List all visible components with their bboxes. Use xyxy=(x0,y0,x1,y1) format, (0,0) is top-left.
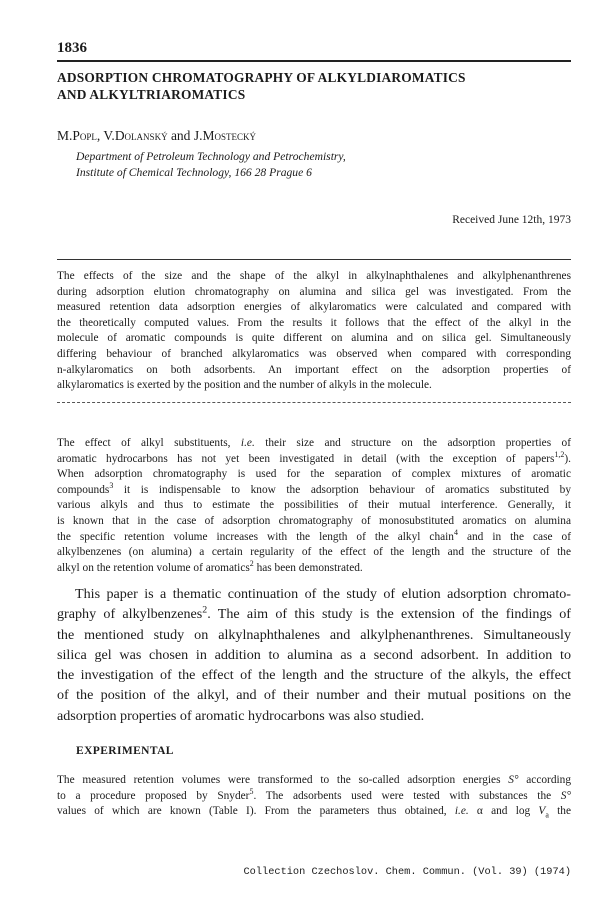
journal-footer: Collection Czechoslov. Chem. Commun. (Vol. 39) (1974) xyxy=(243,866,571,878)
abstract-line: differing behaviour of branched alkylaromatics was observed when compared with corresponding xyxy=(57,347,571,360)
main-line: graphy of alkylbenzenes$^2$. The aim of this study is the extension of the findings of xyxy=(57,604,571,623)
citation-ref: 3 xyxy=(109,481,114,490)
citation-ref: 5 xyxy=(249,786,254,796)
intro-paragraph xyxy=(57,436,571,576)
author-3-surname: Mostecký xyxy=(202,128,256,143)
abstract-line: The effects of the size and the shape of the alkyl in alkylnaphthalenes and alkylphenanthrenes xyxy=(57,270,571,282)
main-line: the mentioned study on alkylnaphthalenes and alkylphenanthrenes. Simultaneously xyxy=(57,626,571,643)
section-heading: EXPERIMENTAL xyxy=(76,745,174,757)
intro-line: The effect of alkyl substituents, i.e. their size and structure on the adsorption properties of xyxy=(57,437,571,449)
header-rule xyxy=(57,60,571,62)
main-line: silica gel was chosen in addition to alumina as a second adsorbent. In addition to xyxy=(57,646,571,663)
author-1-initial: M. xyxy=(57,128,73,143)
author-2-initial: V. xyxy=(103,128,115,143)
experimental-line: to a procedure proposed by Snyder$^5$. The adsorbents used were tested with substances the S° xyxy=(57,786,572,802)
intro-line: various alkyls and thus to estimate the possibilities of their mutual interference. Generally, it xyxy=(57,499,571,512)
main-line: the investigation of the effect of the length and the structure of the alkyls, the effect xyxy=(57,667,571,684)
title-line-2: AND ALKYLTRIAROMATICS xyxy=(57,87,246,102)
affiliation xyxy=(76,149,346,181)
citation-ref: 4 xyxy=(453,527,458,537)
intro-line: alkyl on the retention volume of aromatics$^2$ has been demonstrated. xyxy=(57,558,363,574)
main-line: of the position of the alkyl, and of their number and their mutual positions on the xyxy=(57,687,571,704)
author-2-surname: Dolanský xyxy=(114,128,168,143)
author-list xyxy=(57,128,256,144)
citation-ref: 2 xyxy=(202,604,208,616)
affiliation-line-1: Department of Petroleum Technology and Petrochemistry, xyxy=(76,150,346,163)
abstract-top-rule xyxy=(57,259,571,260)
author-1-surname: Popl xyxy=(72,128,97,143)
experimental-line: values of which are known (Table I). From the parameters thus obtained, i.e. α and $\log V_a$ the xyxy=(57,805,571,820)
intro-line: alkylbenzenes (on alumina) a certain regularity of the effect of the length and the structure of the xyxy=(57,546,571,559)
abstract-line: n-alkylaromatics on both adsorbents. An important effect on the adsorption properties of xyxy=(57,363,571,376)
author-separator-1: , xyxy=(96,128,104,143)
author-separator-2: and xyxy=(167,128,194,143)
abstract-line: alkylaromatics is exerted by the position and the number of alkyls in the molecule. xyxy=(57,379,432,392)
abstract-line: during adsorption elution chromatography on alumina and silica gel was investigated. From the xyxy=(57,285,571,298)
main-line: This paper is a thematic continuation of the study of elution adsorption chromato- xyxy=(75,586,571,602)
experimental-line: The measured retention volumes were transformed to the so-called adsorption energies S° according xyxy=(57,774,571,786)
received-date: Received June 12th, 1973 xyxy=(452,214,571,226)
page-number: 1836 xyxy=(57,40,87,56)
abstract-line: measured retention data adsorption energies of alkylaromatics were calculated and compared with xyxy=(57,301,571,314)
abstract xyxy=(57,269,571,394)
experimental-paragraph xyxy=(57,773,571,820)
intro-line: When adsorption chromatography is used for the separation of complex mixtures of aromatic xyxy=(57,468,571,481)
article-title xyxy=(57,69,571,103)
intro-line: is known that in the case of adsorption chromatography of monosubstituted aromatics on alumina xyxy=(57,514,571,527)
citation-ref: 2 xyxy=(249,558,254,568)
intro-line: aromatic hydrocarbons has not yet been investigated in detail (with the exception of papers$^{1,2}$). xyxy=(57,449,571,465)
abstract-line: molecule of aromatic compounds is quite different on alumina and on silica gel. Simultaneously xyxy=(57,332,571,345)
title-line-1: ADSORPTION CHROMATOGRAPHY OF ALKYLDIAROMATICS xyxy=(57,70,466,85)
abstract-bottom-rule xyxy=(57,402,571,403)
main-paragraph xyxy=(57,584,571,726)
citation-ref: 1,2 xyxy=(554,449,565,459)
intro-line: compounds$^3$ it is indispensable to know the adsorption behaviour of aromatics substituted by xyxy=(57,481,571,496)
intro-line: the specific retention volume increases with the length of the alkyl chain$^4$ and in the case of xyxy=(57,527,571,543)
affiliation-line-2: Institute of Chemical Technology, 166 28 Prague 6 xyxy=(76,166,312,179)
abstract-line: the theoretically computed values. From the results it follows that the effect of the alkyl in the xyxy=(57,316,571,329)
main-line: adsorption properties of aromatic hydrocarbons was also studied. xyxy=(57,707,425,724)
author-3-initial: J. xyxy=(193,128,203,143)
